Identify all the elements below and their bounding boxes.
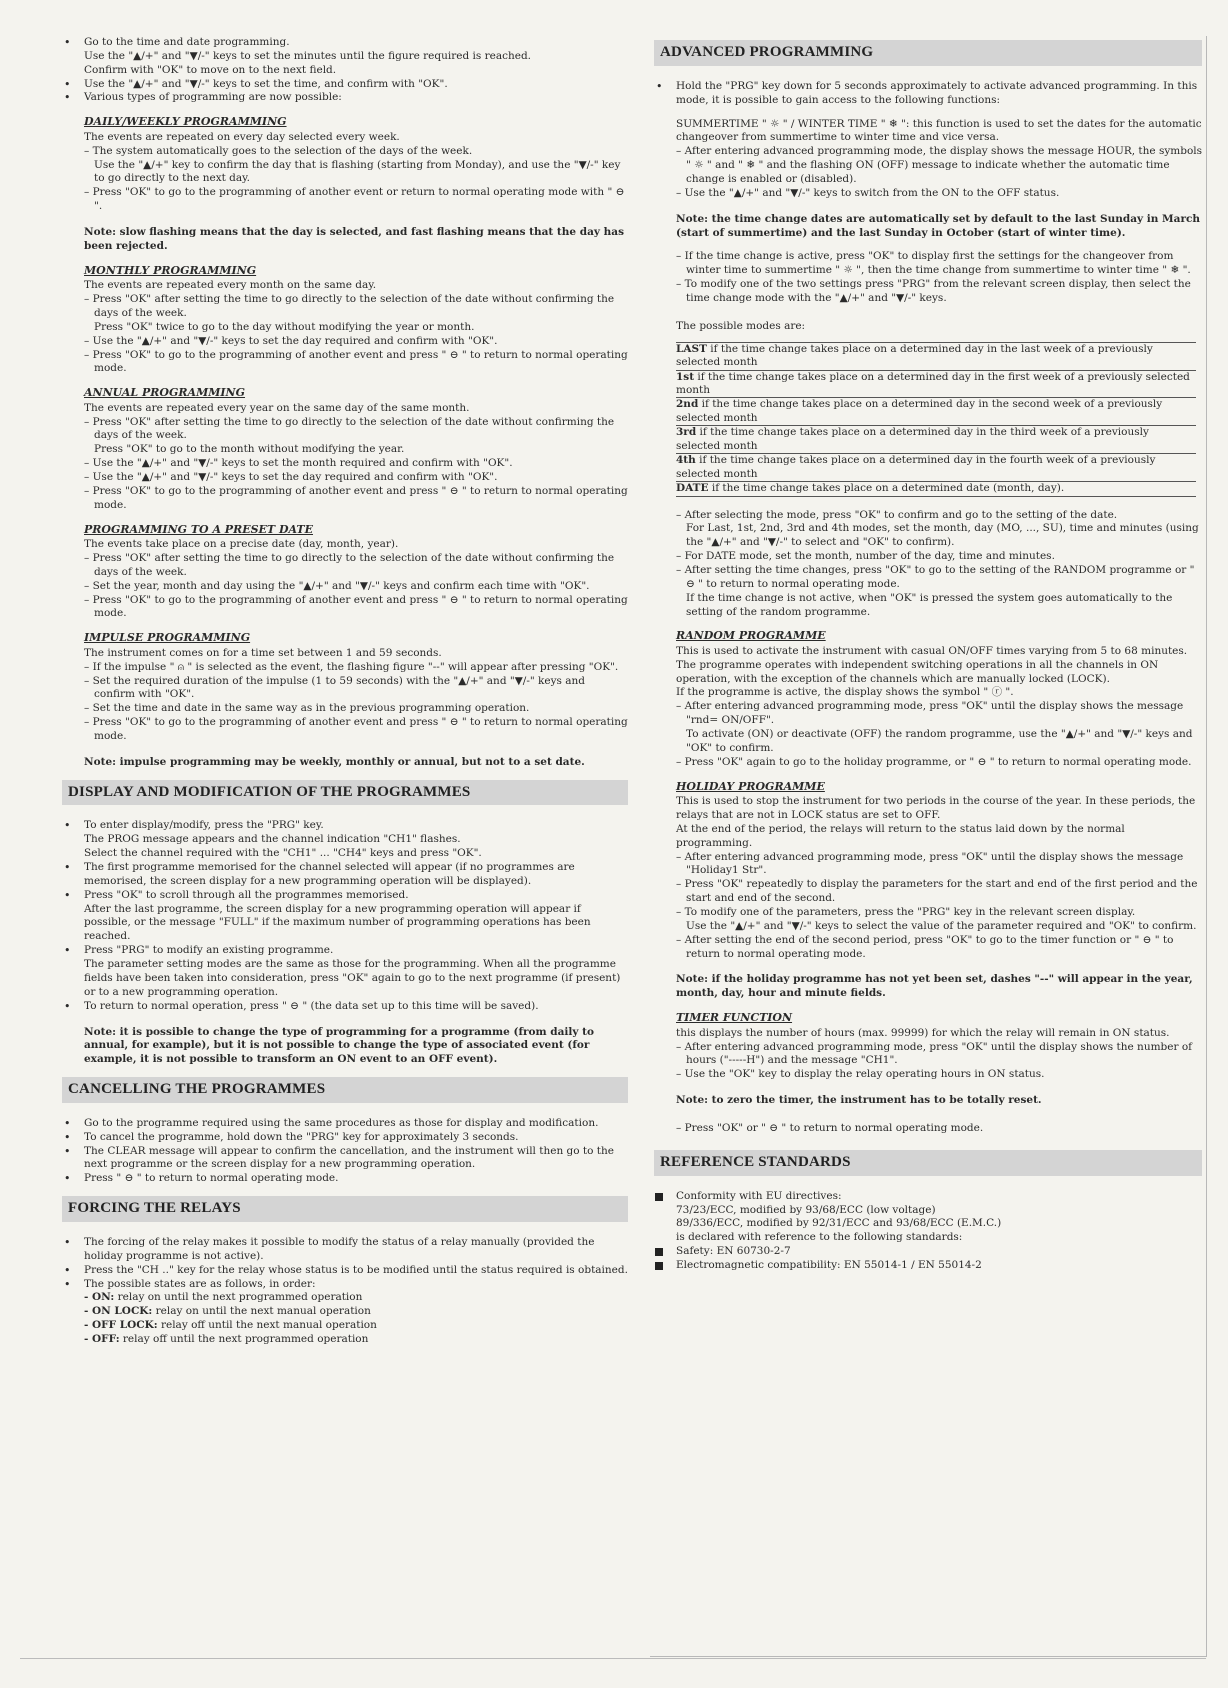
- impulse-line: – Set the time and date in the same way as in the previous programming operation.: [84, 702, 530, 715]
- monthly-line: Press "OK" twice to go to the day without modifying the year or month.: [94, 320, 475, 333]
- daily-line: The events are repeated on every day selected every week.: [84, 130, 400, 143]
- text-line: Select the channel required with the "CH1" ... "CH4" keys and press "OK".: [84, 847, 482, 860]
- summertime-line: SUMMERTIME " ☼ " / WINTER TIME " ❄ ": this function is used to set the dates for the automatic changeover from summertime to winter time and vice versa.: [676, 117, 1202, 144]
- impulse-title: IMPULSE PROGRAMMING: [84, 631, 251, 645]
- right-column: [654, 36, 1202, 1273]
- mode-setting-line: – After selecting the mode, press "OK" to confirm and go to the setting of the date.: [676, 508, 1118, 521]
- text-line: Conformity with EU directives:: [676, 1189, 842, 1202]
- text-line: Use the "▲/+" and "▼/-" keys to set the minutes until the figure required is reached.: [84, 49, 532, 62]
- modes-intro: The possible modes are:: [676, 319, 806, 332]
- text-line: The parameter setting modes are the same as those for the programming. When all the programme fields have been taken into consideration, press "OK" again to go to the next programme (if present) or to a new programming operation.: [84, 958, 621, 998]
- mode-desc: if the time change takes place on a determined day in the last week of a previously selected month: [676, 342, 1153, 369]
- preset-title: PROGRAMMING TO A PRESET DATE: [84, 522, 313, 536]
- mode-setting-line: – After setting the time changes, press "OK" to go to the setting of the RANDOM programme or " ⊖ " to return to normal operating mode.: [676, 563, 1195, 590]
- annual-line: Press "OK" to go to the month without modifying the year.: [94, 443, 405, 456]
- forcing-item-text: Press the "CH .." key for the relay whose status is to be modified until the status required is obtained.: [84, 1263, 628, 1276]
- advanced-heading: ADVANCED PROGRAMMING: [654, 40, 1202, 66]
- random-line: To activate (ON) or deactivate (OFF) the random programme, use the "▲/+" and "▼/-" keys and "OK" to confirm.: [686, 728, 1193, 754]
- reference-item-text: [676, 1190, 1202, 1245]
- holiday-line: – Press "OK" repeatedly to display the parameters for the start and end of the first period and the start and end of the second.: [676, 878, 1198, 905]
- cancel-item: [84, 1172, 628, 1186]
- reference-heading: REFERENCE STANDARDS: [654, 1150, 1202, 1176]
- impulse-line: – Press "OK" to go to the programming of another event and press " ⊖ " to return to normal operating mode.: [84, 716, 628, 742]
- relay-state: [84, 1291, 628, 1305]
- text-line: 73/23/ECC, modified by 93/68/ECC (low voltage): [676, 1203, 936, 1216]
- timer-line: this displays the number of hours (max. 99999) for which the relay will remain in ON status.: [676, 1026, 1170, 1039]
- holiday-line: – After setting the end of the second period, press "OK" to go to the timer function or " ⊖ " to return to normal operating mode.: [676, 933, 1174, 960]
- timer-title: TIMER FUNCTION: [676, 1011, 793, 1025]
- annual-title: ANNUAL PROGRAMMING: [84, 386, 246, 400]
- timer-line: – Use the "OK" key to display the relay operating hours in ON status.: [676, 1068, 1045, 1081]
- random-section: [676, 629, 1202, 769]
- reference-item-text: Electromagnetic compatibility: EN 55014-1 / EN 55014-2: [676, 1258, 982, 1271]
- text-line: 89/336/ECC, modified by 92/31/ECC and 93/68/ECC (E.M.C.): [676, 1217, 1002, 1230]
- monthly-line: – Use the "▲/+" and "▼/-" keys to set the day required and confirm with "OK".: [84, 334, 498, 347]
- cancel-item: [84, 1117, 628, 1131]
- display-item: [84, 819, 628, 861]
- time-change-line: – To modify one of the two settings press "PRG" from the relevant screen display, then select the time change mode with the "▲/+" and "▼/-" keys.: [676, 278, 1191, 304]
- preset-line: – Press "OK" after setting the time to go directly to the selection of the date without confirming the days of the week.: [84, 551, 615, 578]
- forcing-list: [62, 1236, 628, 1347]
- cancel-list: [62, 1117, 628, 1186]
- cancel-item-text: To cancel the programme, hold down the "PRG" key for approximately 3 seconds.: [84, 1130, 519, 1143]
- display-item: [84, 1000, 628, 1014]
- relay-state: [84, 1333, 628, 1347]
- reference-item: [676, 1190, 1202, 1245]
- display-item: [84, 889, 628, 944]
- mode-desc: if the time change takes place on a determined day in the fourth week of a previously selected month: [676, 454, 1156, 480]
- forcing-item: [84, 1236, 628, 1264]
- preset-line: The events take place on a precise date (day, month, year).: [84, 538, 399, 551]
- display-item: [84, 861, 628, 889]
- relay-state-desc: relay on until the next programmed operation: [114, 1291, 363, 1304]
- left-column: [62, 36, 628, 1347]
- intro-list: [62, 36, 628, 105]
- advanced-list: [654, 80, 1202, 108]
- relay-state: [84, 1319, 628, 1333]
- time-change-note: Note: the time change dates are automatically set by default to the last Sunday in March (start of summertime) and the last Sunday in October (start of winter time).: [676, 212, 1201, 239]
- summertime-line: – Use the "▲/+" and "▼/-" keys to switch from the ON to the OFF status.: [676, 186, 1060, 199]
- text-line: • Press "PRG" to modify an existing programme.: [84, 944, 334, 957]
- daily-title: DAILY/WEEKLY PROGRAMMING: [84, 115, 287, 129]
- timer-return-line: – Press "OK" or " ⊖ " to return to normal operating mode.: [676, 1121, 984, 1134]
- monthly-line: – Press "OK" to go to the programming of another event and press " ⊖ " to return to normal operating mode.: [84, 348, 628, 375]
- text-line: • Press "OK" to scroll through all the programmes memorised.: [84, 888, 409, 901]
- reference-item: [676, 1245, 1202, 1259]
- mode-setting-line: If the time change is not active, when "OK" is pressed the system goes automatically to the setting of the random programme.: [686, 591, 1173, 618]
- impulse-note: Note: impulse programming may be weekly, monthly or annual, but not to a set date.: [84, 755, 585, 768]
- daily-line: Use the "▲/+" key to confirm the day that is flashing (starting from Monday), and use the "▼/-" key to go directly to the next day.: [94, 158, 621, 185]
- relay-state-desc: relay on until the next manual operation: [152, 1305, 371, 1318]
- mode-setting-line: For Last, 1st, 2nd, 3rd and 4th modes, set the month, day (MO, ..., SU), time and minutes (using the "▲/+" and "▼/-" to select and "OK" to confirm).: [686, 522, 1199, 549]
- intro-item: [84, 36, 628, 78]
- mode-row: [676, 426, 1196, 454]
- modes-table: [676, 342, 1196, 497]
- relay-state: [84, 1305, 628, 1319]
- cancel-item-text: Go to the programme required using the same procedures as those for display and modification.: [84, 1116, 599, 1129]
- summertime-section: [676, 118, 1202, 201]
- reference-item-text: Safety: EN 60730-2-7: [676, 1245, 791, 1258]
- reference-list: [654, 1190, 1202, 1273]
- monthly-section: [84, 264, 628, 377]
- impulse-line: – Set the required duration of the impulse (1 to 59 seconds) with the "▲/+" and "▼/-" keys and confirm with "OK".: [84, 674, 586, 701]
- holiday-line: Use the "▲/+" and "▼/-" keys to select the value of the parameter required and "OK" to confirm.: [686, 919, 1197, 932]
- holiday-line: At the end of the period, the relays will return to the status laid down by the normal programming.: [676, 822, 1125, 849]
- daily-line: – Press "OK" to go to the programming of another event or return to normal operating mode with " ⊖ ".: [84, 186, 625, 213]
- preset-section: [84, 523, 628, 622]
- cancel-item-text: Press " ⊖ " to return to normal operating mode.: [84, 1172, 339, 1185]
- holiday-line: – To modify one of the parameters, press the "PRG" key in the relevant screen display.: [676, 906, 1136, 919]
- advanced-item: [676, 80, 1202, 108]
- display-item-text: The first programme memorised for the channel selected will appear (if no programmes are memorised, the screen display for a new programming operation will be displayed).: [84, 861, 575, 887]
- relay-state-key: - OFF:: [84, 1332, 120, 1345]
- cancel-item: [84, 1131, 628, 1145]
- display-list: [62, 819, 628, 1013]
- holiday-section: [676, 780, 1202, 962]
- mode-key: 1st: [676, 370, 695, 383]
- text-line: After the last programme, the screen display for a new programming operation will appear if possible, or the message "FULL" if the maximum number of programming operations has been reached.: [84, 902, 591, 943]
- annual-section: [84, 386, 628, 512]
- holiday-title: HOLIDAY PROGRAMME: [676, 779, 825, 793]
- forcing-item-text: The forcing of the relay makes it possible to modify the status of a relay manually (provided the holiday programme is not active).: [84, 1235, 595, 1262]
- daily-note: Note: slow flashing means that the day is selected, and fast flashing means that the day has been rejected.: [84, 225, 625, 252]
- mode-key: LAST: [676, 342, 707, 355]
- intro-item: [84, 78, 628, 92]
- impulse-section: [84, 631, 628, 744]
- text-line: Confirm with "OK" to move on to the next field.: [84, 63, 337, 76]
- relay-state-key: - ON:: [84, 1291, 115, 1304]
- mode-desc: if the time change takes place on a determined date (month, day).: [708, 482, 1065, 495]
- display-item-text: [84, 819, 628, 861]
- text-line: is declared with reference to the following standards:: [676, 1231, 963, 1244]
- mode-row: [676, 482, 1196, 496]
- intro-item-text: [84, 36, 628, 78]
- advanced-intro: Hold the "PRG" key down for 5 seconds approximately to activate advanced programming. In this mode, it is possible to gain access to the following functions:: [676, 79, 1198, 106]
- timer-line: – After entering advanced programming mode, press "OK" until the display shows the number of hours ("-----H") and the message "CH1".: [676, 1040, 1193, 1067]
- relay-state-desc: relay off until the next programmed operation: [119, 1332, 369, 1345]
- forcing-item: [84, 1278, 628, 1347]
- relay-state-desc: relay off until the next manual operation: [157, 1319, 377, 1332]
- daily-section: [84, 115, 628, 214]
- text-line: The PROG message appears and the channel indication "CH1" flashes.: [84, 833, 461, 846]
- impulse-line: – If the impulse " ⍝ " is selected as the event, the flashing figure "--" will appear after pressing "OK".: [84, 660, 619, 673]
- mode-setting-line: – For DATE mode, set the month, number of the day, time and minutes.: [676, 550, 1055, 563]
- mode-row: [676, 371, 1196, 399]
- mode-key: 2nd: [676, 398, 699, 411]
- impulse-line: The instrument comes on for a time set between 1 and 59 seconds.: [84, 646, 442, 659]
- mode-row: [676, 454, 1196, 482]
- daily-line: – The system automatically goes to the selection of the days of the week.: [84, 144, 473, 157]
- intro-item-text: Use the "▲/+" and "▼/-" keys to set the time, and confirm with "OK".: [84, 77, 448, 90]
- bottom-rule: [20, 1658, 1206, 1659]
- time-change-section: [676, 250, 1202, 333]
- preset-line: – Press "OK" to go to the programming of another event and press " ⊖ " to return to normal operating mode.: [84, 593, 628, 620]
- holiday-line: This is used to stop the instrument for two periods in the course of the year. In these periods, the relays that are not in LOCK status are set to OFF.: [676, 795, 1196, 821]
- text-line: • To enter display/modify, press the "PRG" key.: [84, 819, 324, 832]
- intro-item-text: Various types of programming are now possible:: [84, 91, 342, 104]
- forcing-item: [84, 1264, 628, 1278]
- summertime-line: – After entering advanced programming mode, the display shows the message HOUR, the symbols " ☼ " and " ❄ " and the flashing ON (OFF) message to indicate whether the automatic time change is enabled or (disabled).: [676, 145, 1203, 185]
- mode-desc: if the time change takes place on a determined day in the first week of a previously selected month: [676, 370, 1190, 396]
- monthly-title: MONTHLY PROGRAMMING: [84, 263, 257, 277]
- random-line: – Press "OK" again to go to the holiday programme, or " ⊖ " to return to normal operating mode.: [676, 755, 1192, 768]
- holiday-line: – After entering advanced programming mode, press "OK" until the display shows the message "Holiday1 Str".: [676, 850, 1184, 877]
- forcing-heading: FORCING THE RELAYS: [62, 1196, 628, 1222]
- display-item: [84, 944, 628, 999]
- mode-key: 4th: [676, 454, 696, 467]
- annual-line: – Use the "▲/+" and "▼/-" keys to set the month required and confirm with "OK".: [84, 457, 513, 470]
- holiday-note: Note: if the holiday programme has not yet been set, dashes "--" will appear in the year, month, day, hour and minute fields.: [676, 973, 1193, 1000]
- display-heading: DISPLAY AND MODIFICATION OF THE PROGRAMMES: [62, 780, 628, 806]
- display-note: Note: it is possible to change the type of programming for a programme (from daily to annual, for example), but it is not possible to change the type of associated event (for example, it is not possible to transform an ON event to an OFF event).: [84, 1025, 595, 1066]
- timer-section: [676, 1011, 1202, 1082]
- mode-key: 3rd: [676, 426, 697, 439]
- relay-state-key: - OFF LOCK:: [84, 1319, 158, 1332]
- mode-setting-section: [676, 509, 1202, 620]
- random-line: – After entering advanced programming mode, press "OK" until the display shows the message "rnd= ON/OFF".: [676, 700, 1184, 727]
- mode-desc: if the time change takes place on a determined day in the second week of a previously selected month: [676, 398, 1163, 424]
- relay-state-key: - ON LOCK:: [84, 1305, 153, 1318]
- intro-item: [84, 91, 628, 105]
- cancel-item-text: The CLEAR message will appear to confirm the cancellation, and the instrument will then go to the next programme or the screen display for a new programming operation.: [84, 1144, 614, 1171]
- timer-note: Note: to zero the timer, the instrument has to be totally reset.: [676, 1094, 1042, 1107]
- random-title: RANDOM PROGRAMME: [676, 629, 826, 643]
- mode-desc: if the time change takes place on a determined day in the third week of a previously selected month: [676, 426, 1149, 452]
- random-line: If the programme is active, the display shows the symbol " ⓡ ".: [676, 686, 1014, 699]
- display-item-text: To return to normal operation, press " ⊖ " (the data set up to this time will be saved).: [84, 999, 539, 1012]
- preset-line: – Set the year, month and day using the "▲/+" and "▼/-" keys and confirm each time with "OK".: [84, 579, 590, 592]
- display-item-text: [84, 944, 628, 999]
- forcing-item-text: The possible states are as follows, in order:: [84, 1277, 316, 1290]
- annual-line: The events are repeated every year on the same day of the same month.: [84, 401, 470, 414]
- text-line: • Go to the time and date programming.: [84, 36, 290, 48]
- time-change-line: – If the time change is active, press "OK" to display first the settings for the changeover from winter time to summertime " ☼ ", then the time change from summertime to winter time " ❄ ".: [676, 250, 1191, 277]
- annual-line: – Use the "▲/+" and "▼/-" keys to set the day required and confirm with "OK".: [84, 471, 498, 484]
- cancel-item: [84, 1145, 628, 1173]
- display-item-text: [84, 889, 628, 944]
- random-line: This is used to activate the instrument with casual ON/OFF times varying from 5 to 68 minutes. The programme operates with independent switching operations in all the channels in ON operation, with the exception of the channels which are manually locked (LOCK).: [676, 644, 1188, 685]
- annual-line: – Press "OK" after setting the time to go directly to the selection of the date without confirming the days of the week.: [84, 415, 615, 442]
- annual-line: – Press "OK" to go to the programming of another event and press " ⊖ " to return to normal operating mode.: [84, 484, 628, 511]
- monthly-line: The events are repeated every month on the same day.: [84, 279, 377, 292]
- reference-item: [676, 1259, 1202, 1273]
- monthly-line: – Press "OK" after setting the time to go directly to the selection of the date without confirming the days of the week.: [84, 293, 615, 319]
- mode-row: [676, 343, 1196, 371]
- mode-row: [676, 398, 1196, 426]
- mode-key: DATE: [676, 482, 709, 495]
- cancel-heading: CANCELLING THE PROGRAMMES: [62, 1077, 628, 1103]
